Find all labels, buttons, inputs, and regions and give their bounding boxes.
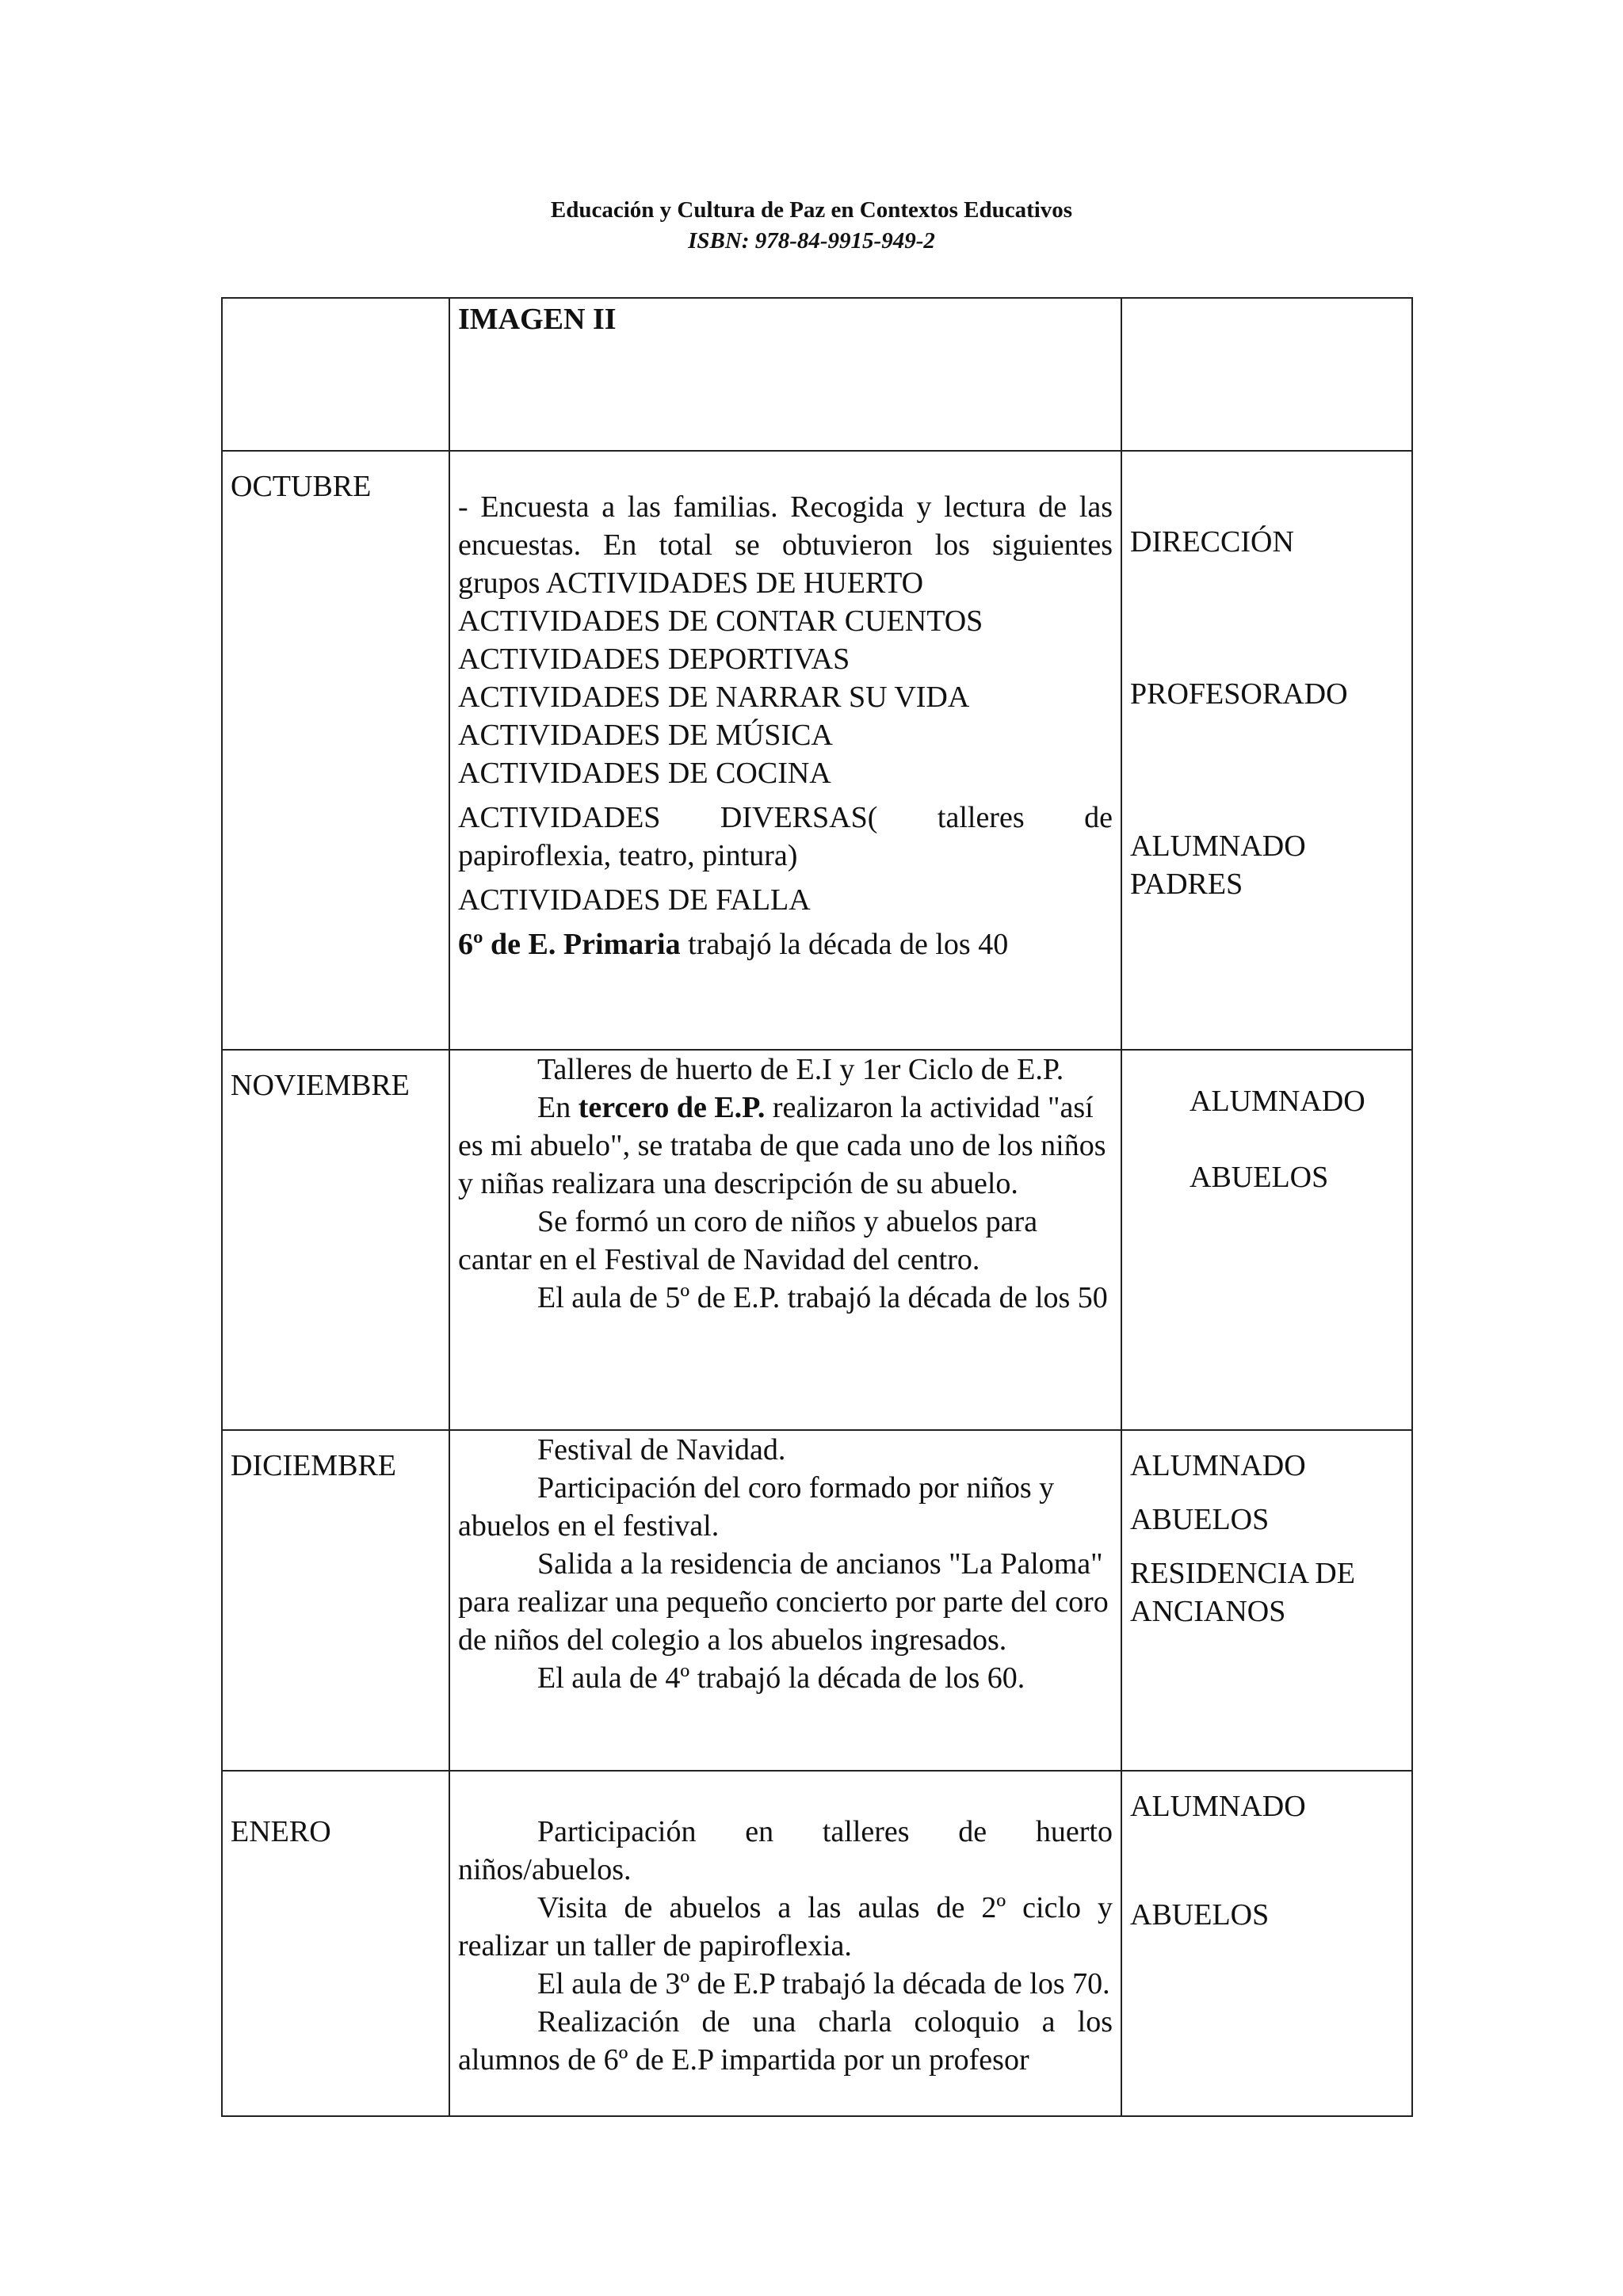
participant: PROFESORADO [1130, 677, 1348, 711]
activity-text: El aula de 5º de E.P. trabajó la década de los 50 [537, 1281, 1108, 1314]
page-header [0, 195, 1623, 257]
table-row [222, 1430, 1412, 1771]
participant: ALUMNADO [1130, 1449, 1306, 1482]
month-label: ENERO [231, 1815, 331, 1848]
imagen-cell [449, 298, 1121, 451]
book-title: Educación y Cultura de Paz en Contextos Educativos [550, 197, 1073, 223]
month-cell [222, 1771, 449, 2116]
empty-cell [222, 298, 449, 451]
activity-text: Talleres de huerto de E.I y 1er Ciclo de E.P. [537, 1053, 1064, 1086]
bold-text: 6º de E. Primaria [458, 928, 681, 961]
month-label: NOVIEMBRE [231, 1069, 410, 1102]
activity-text [458, 1089, 1113, 1203]
activity-item: ACTIVIDADES DE NARRAR SU VIDA [458, 681, 970, 714]
table-row [222, 298, 1412, 451]
activity-item: ACTIVIDADES DEPORTIVAS [458, 643, 850, 676]
activity-text: Visita de abuelos a las aulas de 2º ciclo y realizar un taller de papiroflexia. [458, 1891, 1113, 1962]
empty-cell [1121, 298, 1412, 451]
activity-cell [449, 1050, 1121, 1430]
table-row [222, 451, 1412, 1050]
month-label: OCTUBRE [231, 470, 372, 503]
participant: ALUMNADO [1130, 830, 1306, 863]
activity-text: Participación del coro formado por niños y abuelos en el festival. [458, 1471, 1055, 1543]
month-cell [222, 1050, 449, 1430]
activity-text: Participación en talleres de huerto niños/abuelos. [458, 1815, 1113, 1886]
participants-cell [1121, 1050, 1412, 1430]
imagen-label: IMAGEN II [458, 303, 617, 336]
participant: PADRES [1130, 868, 1243, 901]
activity-text [458, 925, 1113, 963]
participants-cell [1121, 451, 1412, 1050]
activity-text: - Encuesta a las familias. Recogida y lectura de las encuestas. En total se obtuvieron los siguientes grupos ACTIVIDADES DE HUERTO [458, 490, 1113, 600]
activity-cell [449, 1430, 1121, 1771]
activity-cell [449, 451, 1121, 1050]
participant: ABUELOS [1190, 1161, 1329, 1194]
activity-item: ACTIVIDADES DE MÚSICA [458, 719, 833, 752]
table-row [222, 1050, 1412, 1430]
activity-item: ACTIVIDADES DE COCINA [458, 757, 831, 790]
participants-cell [1121, 1771, 1412, 2116]
activity-text: El aula de 4º trabajó la década de los 60. [537, 1661, 1025, 1695]
participant: ALUMNADO [1130, 1790, 1306, 1823]
activity-text: Festival de Navidad. [537, 1433, 786, 1466]
month-label: DICIEMBRE [231, 1449, 396, 1482]
month-cell [222, 1430, 449, 1771]
participant: DIRECCIÓN [1130, 525, 1294, 559]
activity-text: El aula de 3º de E.P trabajó la década de los 70. [537, 1967, 1110, 2000]
activity-text-post: realizaron la actividad "así es mi abuelo", se trataba de que cada uno de los niños y niñas realizara una descripción de su abuelo. [458, 1091, 1106, 1200]
participant: ALUMNADO [1190, 1085, 1365, 1118]
activity-text-pre: En [537, 1091, 579, 1124]
activity-item: ACTIVIDADES DE FALLA [458, 883, 811, 917]
activities-table [221, 297, 1413, 2117]
month-cell [222, 451, 449, 1050]
activity-text: Se formó un coro de niños y abuelos para cantar en el Festival de Navidad del centro. [458, 1205, 1038, 1276]
participant: ABUELOS [1130, 1503, 1270, 1536]
activity-item: ACTIVIDADES DE CONTAR CUENTOS [458, 605, 983, 638]
bold-text: tercero de E.P. [578, 1091, 766, 1124]
activity-text-rest: trabajó la década de los 40 [680, 928, 1009, 961]
participant: ABUELOS [1130, 1898, 1270, 1932]
activity-item: ACTIVIDADES DIVERSAS( talleres de papiroflexia, teatro, pintura) [458, 801, 1113, 872]
participant: RESIDENCIA DE ANCIANOS [1130, 1557, 1355, 1628]
activity-cell [449, 1771, 1121, 2116]
table-row [222, 1771, 1412, 2116]
activity-text: Realización de una charla coloquio a los alumnos de 6º de E.P impartida por un profesor [458, 2005, 1113, 2077]
isbn: ISBN: 978-84-9915-949-2 [688, 228, 935, 254]
activity-text: Salida a la residencia de ancianos "La Paloma" para realizar una pequeño concierto por parte del coro de niños del colegio a los abuelos ingresados. [458, 1547, 1109, 1657]
participants-cell [1121, 1430, 1412, 1771]
